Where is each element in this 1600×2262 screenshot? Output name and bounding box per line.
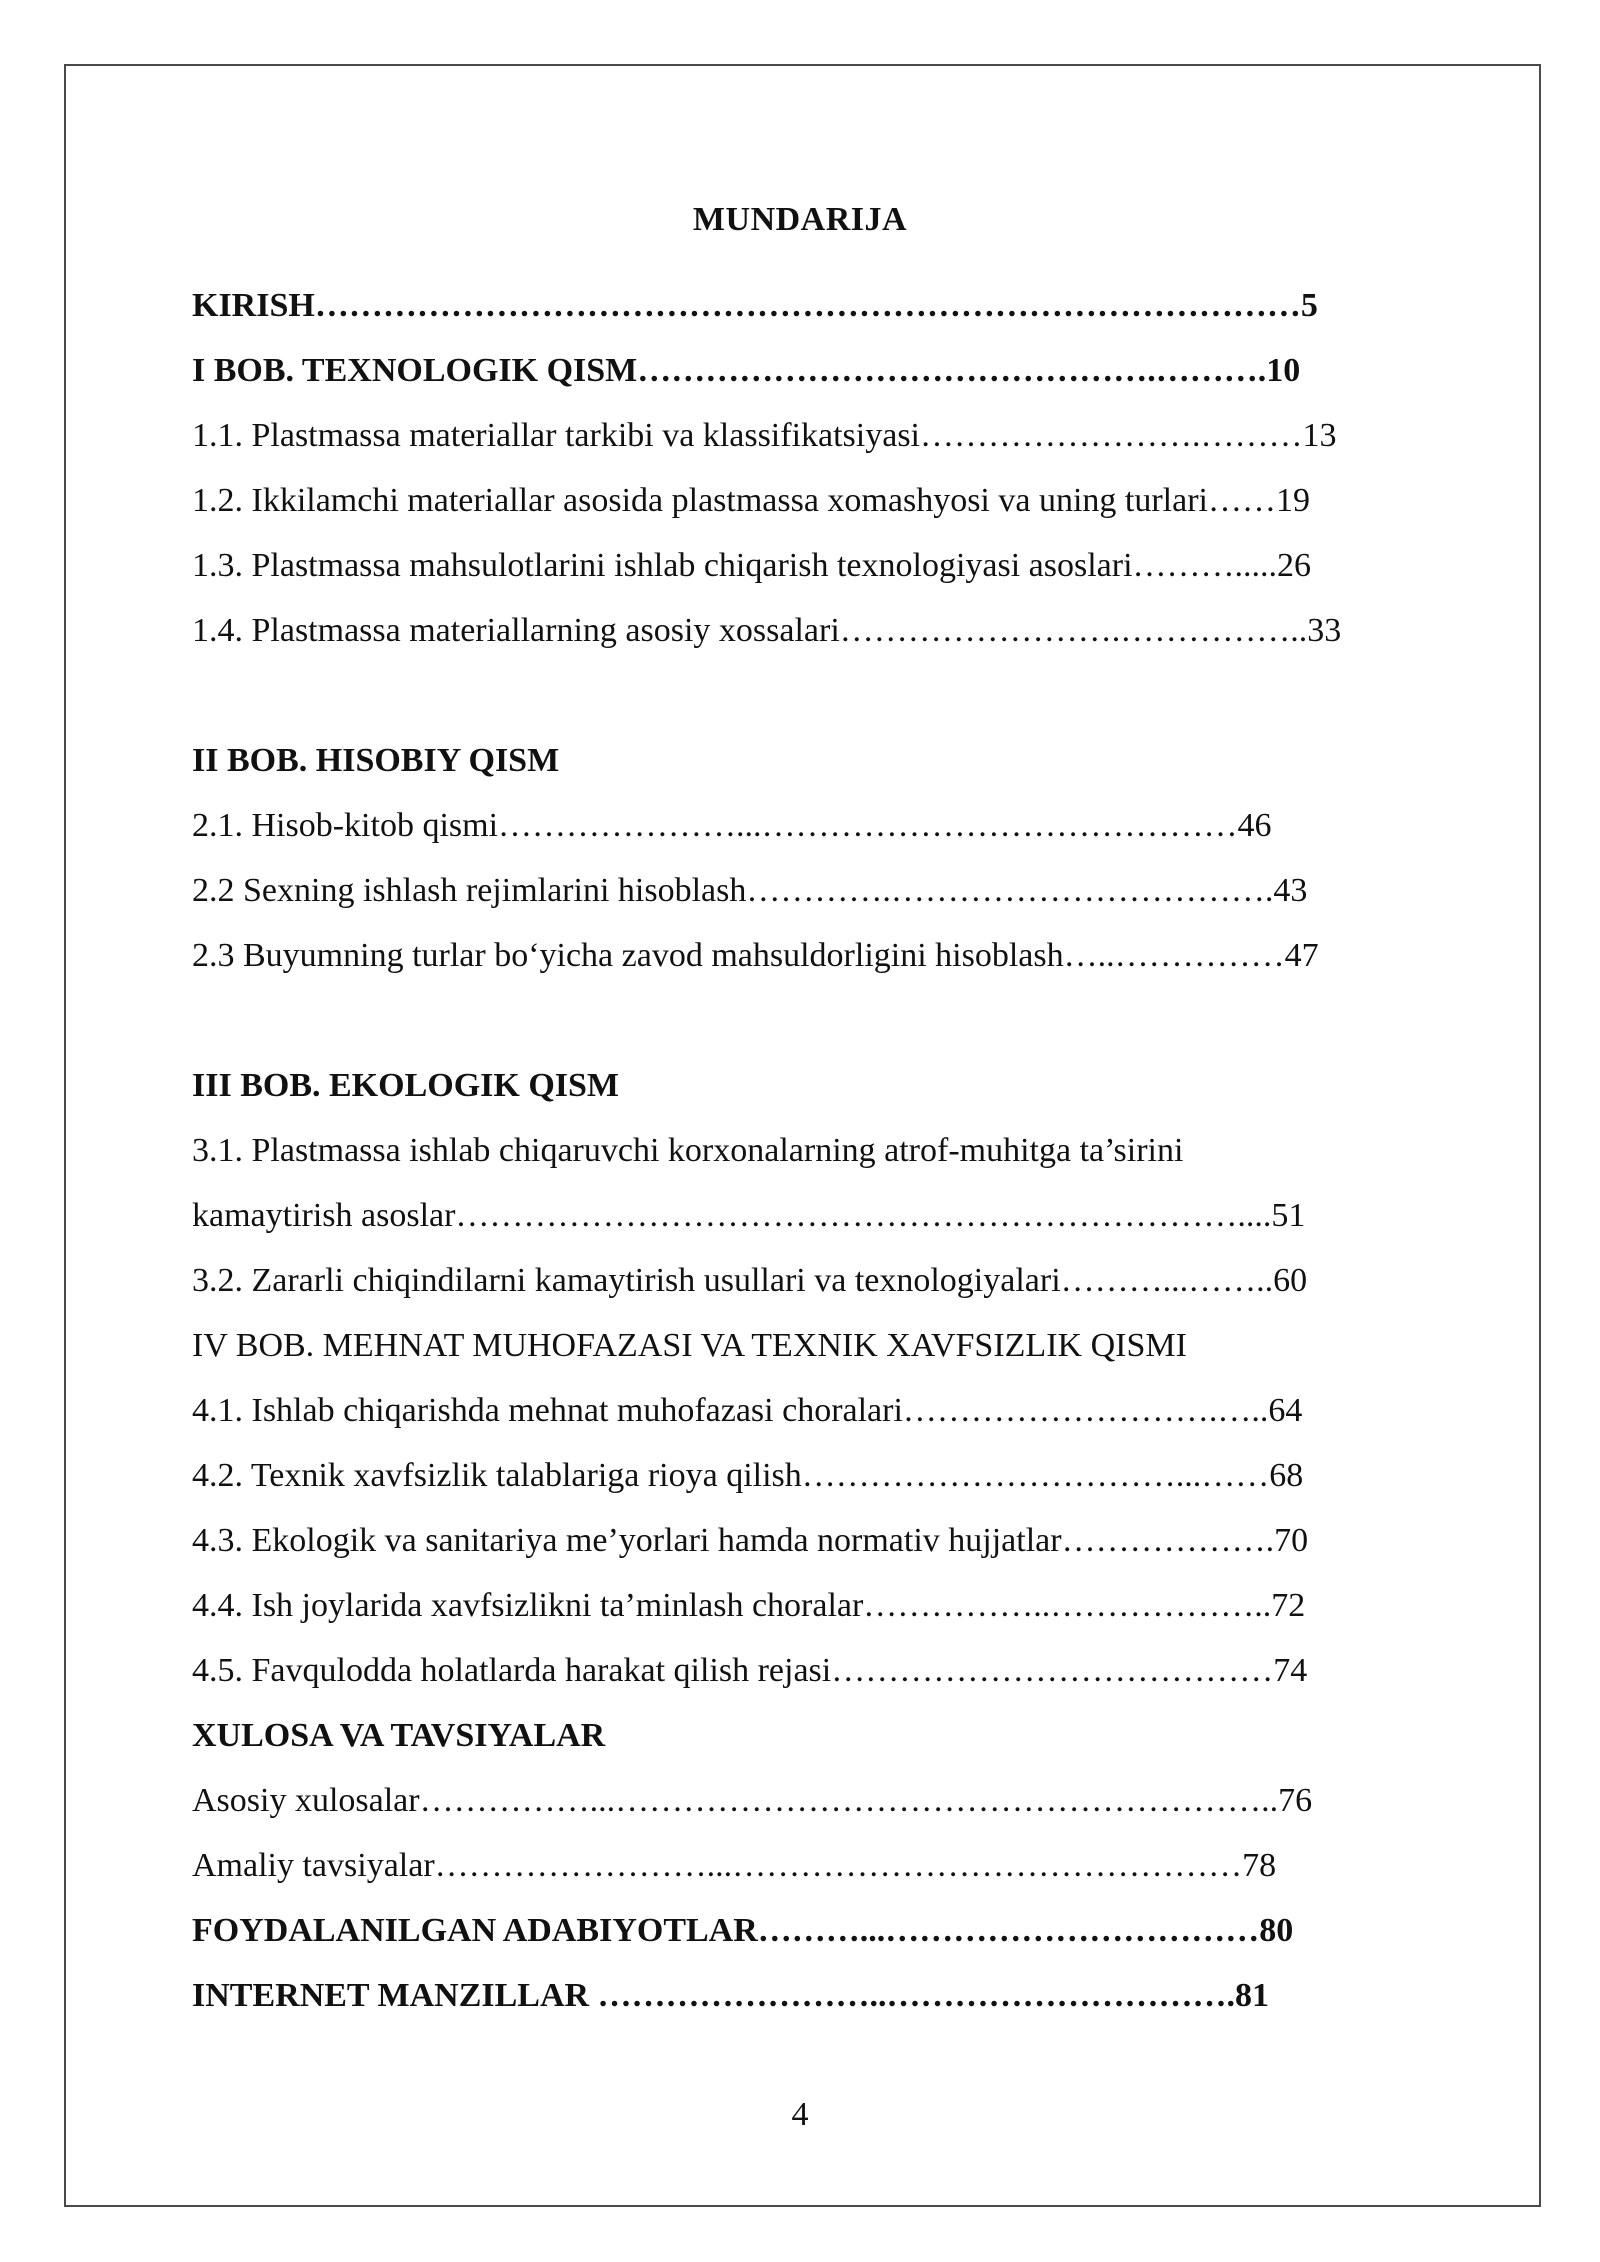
toc-entry: IV BOB. MEHNAT MUHOFAZASI VA TEXNIK XAVFSIZLIK QISMI [192,1327,1187,1364]
toc-entry: II BOB. HISOBIY QISM [192,742,560,779]
toc-entry: 1.3. Plastmassa mahsulotlarini ishlab chiqarish texnologiyasi asoslari……….....26 [192,547,1312,584]
toc-entry: I BOB. TEXNOLOGIK QISM……………………………………….……….10 [192,352,1301,389]
toc-entry: Amaliy tavsiyalar……………………...………………………………………78 [192,1847,1277,1884]
toc-entry: 4.5. Favqulodda holatlarda harakat qilish rejasi…………………………………74 [192,1652,1308,1689]
page-title: MUNDARIJA [692,201,908,238]
toc-entry: 2.1. Hisob-kitob qismi…………………...……………………………………46 [192,807,1272,844]
toc-entry: 3.2. Zararli chiqindilarni kamaytirish usullari va texnologiyalari………...……..60 [192,1262,1308,1299]
toc-entry: 3.1. Plastmassa ishlab chiqaruvchi korxonalarning atrof-muhitga ta’sirini [192,1132,1184,1169]
toc-entry: 4.1. Ishlab chiqarishda mehnat muhofazasi choralari……………………….…..64 [192,1392,1303,1429]
page-number: 4 [791,2096,809,2133]
toc-entry: FOYDALANILGAN ADABIYOTLAR………...……………………………80 [192,1912,1294,1949]
toc-entry: 2.3 Buyumning turlar bo‘yicha zavod mahsuldorligini hisoblash…..……………47 [192,937,1319,974]
toc-entry: III BOB. EKOLOGIK QISM [192,1067,619,1104]
toc-entry: 1.1. Plastmassa materiallar tarkibi va klassifikatsiyasi…………………….………13 [192,417,1337,454]
toc-entry: 1.2. Ikkilamchi materiallar asosida plastmassa xomashyosi va uning turlari……19 [192,482,1310,519]
toc-entry: KIRISH……………………………………………………………………………5 [192,287,1318,324]
toc-entry: kamaytirish asoslar……………………………………………………………....51 [192,1197,1306,1234]
toc-entry: 4.3. Ekologik va sanitariya me’yorlari hamda normativ hujjatlar……………….70 [192,1522,1309,1559]
toc-entry: 2.2 Sexning ishlash rejimlarini hisoblash………….…………………………….43 [192,872,1308,909]
toc-entry: 1.4. Plastmassa materiallarning asosiy xossalari…………………….……………..33 [192,612,1342,649]
toc-entry: Asosiy xulosalar……………...…………………………………………………..76 [192,1782,1313,1819]
toc-entry: 4.4. Ish joylarida xavfsizlikni ta’minlash choralar……………..………………..72 [192,1587,1306,1624]
table-of-contents [192,284,1432,2039]
toc-entry: 4.2. Texnik xavfsizlik talablariga rioya qilish……………………………...……68 [192,1457,1304,1494]
toc-entry: XULOSA VA TAVSIYALAR [192,1717,606,1754]
toc-entry: INTERNET MANZILLAR ……………………..………………………….81 [192,1977,1270,2014]
